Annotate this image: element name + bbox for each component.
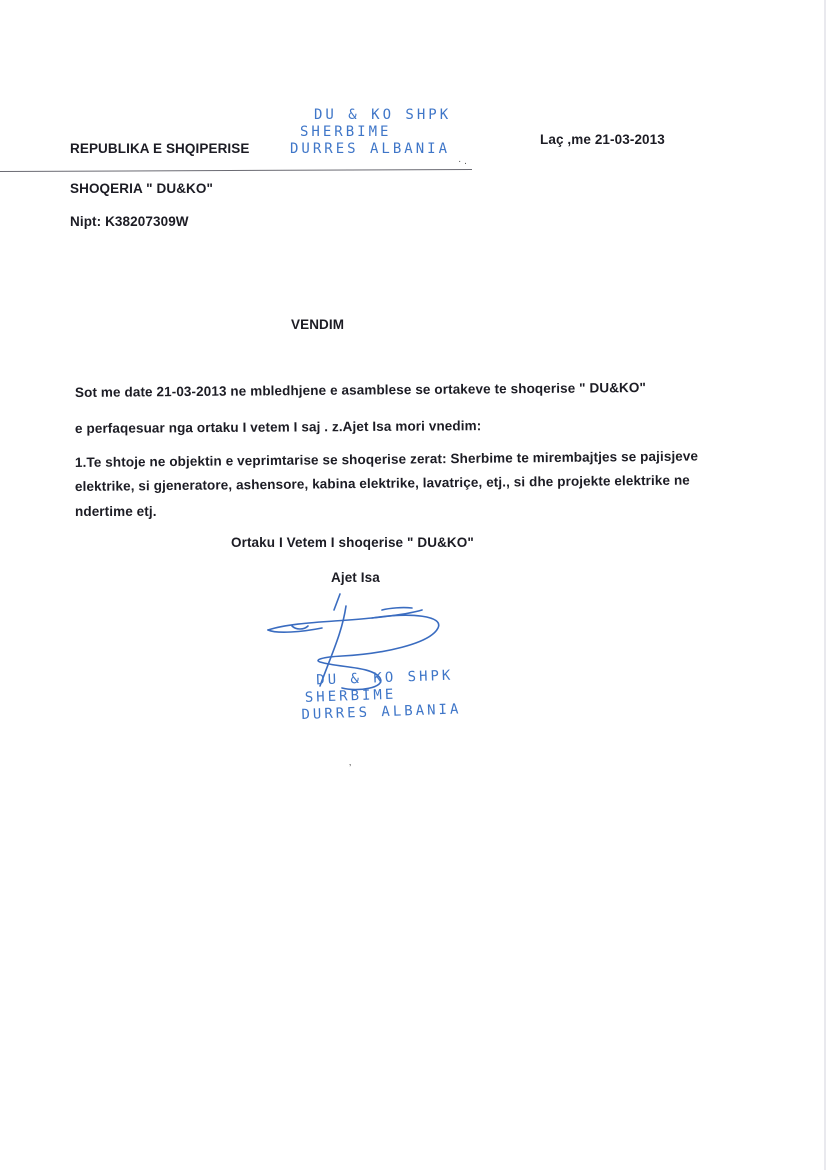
company-stamp-bottom xyxy=(300,667,462,724)
paragraph-1: Sot me date 21-03-2013 ne mbledhjene e asamblese se ortakeve te shoqerise " DU&KO" xyxy=(74,380,647,400)
scan-speck: · . xyxy=(458,156,467,167)
scan-speck-2: ‚ xyxy=(349,757,352,768)
stamp-line-3: DURRES ALBANIA xyxy=(290,141,451,157)
signatory-name: Ajet Isa xyxy=(331,570,380,585)
paragraph-2: e perfaqesuar nga ortaku I vetem I saj . z.Ajet Isa mori vnedim: xyxy=(74,418,482,436)
signatory-role: Ortaku I Vetem I shoqerise " DU&KO" xyxy=(231,535,474,550)
company-stamp-top xyxy=(290,107,451,158)
document-title: VENDIM xyxy=(291,317,345,332)
stamp-line-2: SHERBIME xyxy=(300,124,392,140)
nipt-number: Nipt: K38207309W xyxy=(70,214,189,229)
company-name: SHOQERIA " DU&KO" xyxy=(70,181,214,196)
stamp-bottom-line-1: DU & KO SHPK xyxy=(315,667,454,689)
item-1-line-3: ndertime etj. xyxy=(75,504,157,519)
stamp-line-1: DU & KO SHPK xyxy=(314,107,452,123)
date-place: Laç ,me 21-03-2013 xyxy=(540,132,665,147)
republic-heading: REPUBLIKA E SHQIPERISE xyxy=(70,141,250,156)
item-1-line-2: elektrike, si gjeneratore, ashensore, kabina elektrike, lavatriçe, etj., si dhe projekte elektrike ne xyxy=(74,472,690,494)
header-divider xyxy=(0,169,472,172)
stamp-bottom-line-2: SHERBIME xyxy=(304,686,397,706)
stamp-bottom-line-3: DURRES ALBANIA xyxy=(301,701,462,723)
item-1-line-1: 1.Te shtoje ne objektin e veprimtarise se shoqerise zerat: Sherbime te mirembajtjes se pajisjeve xyxy=(74,448,699,470)
